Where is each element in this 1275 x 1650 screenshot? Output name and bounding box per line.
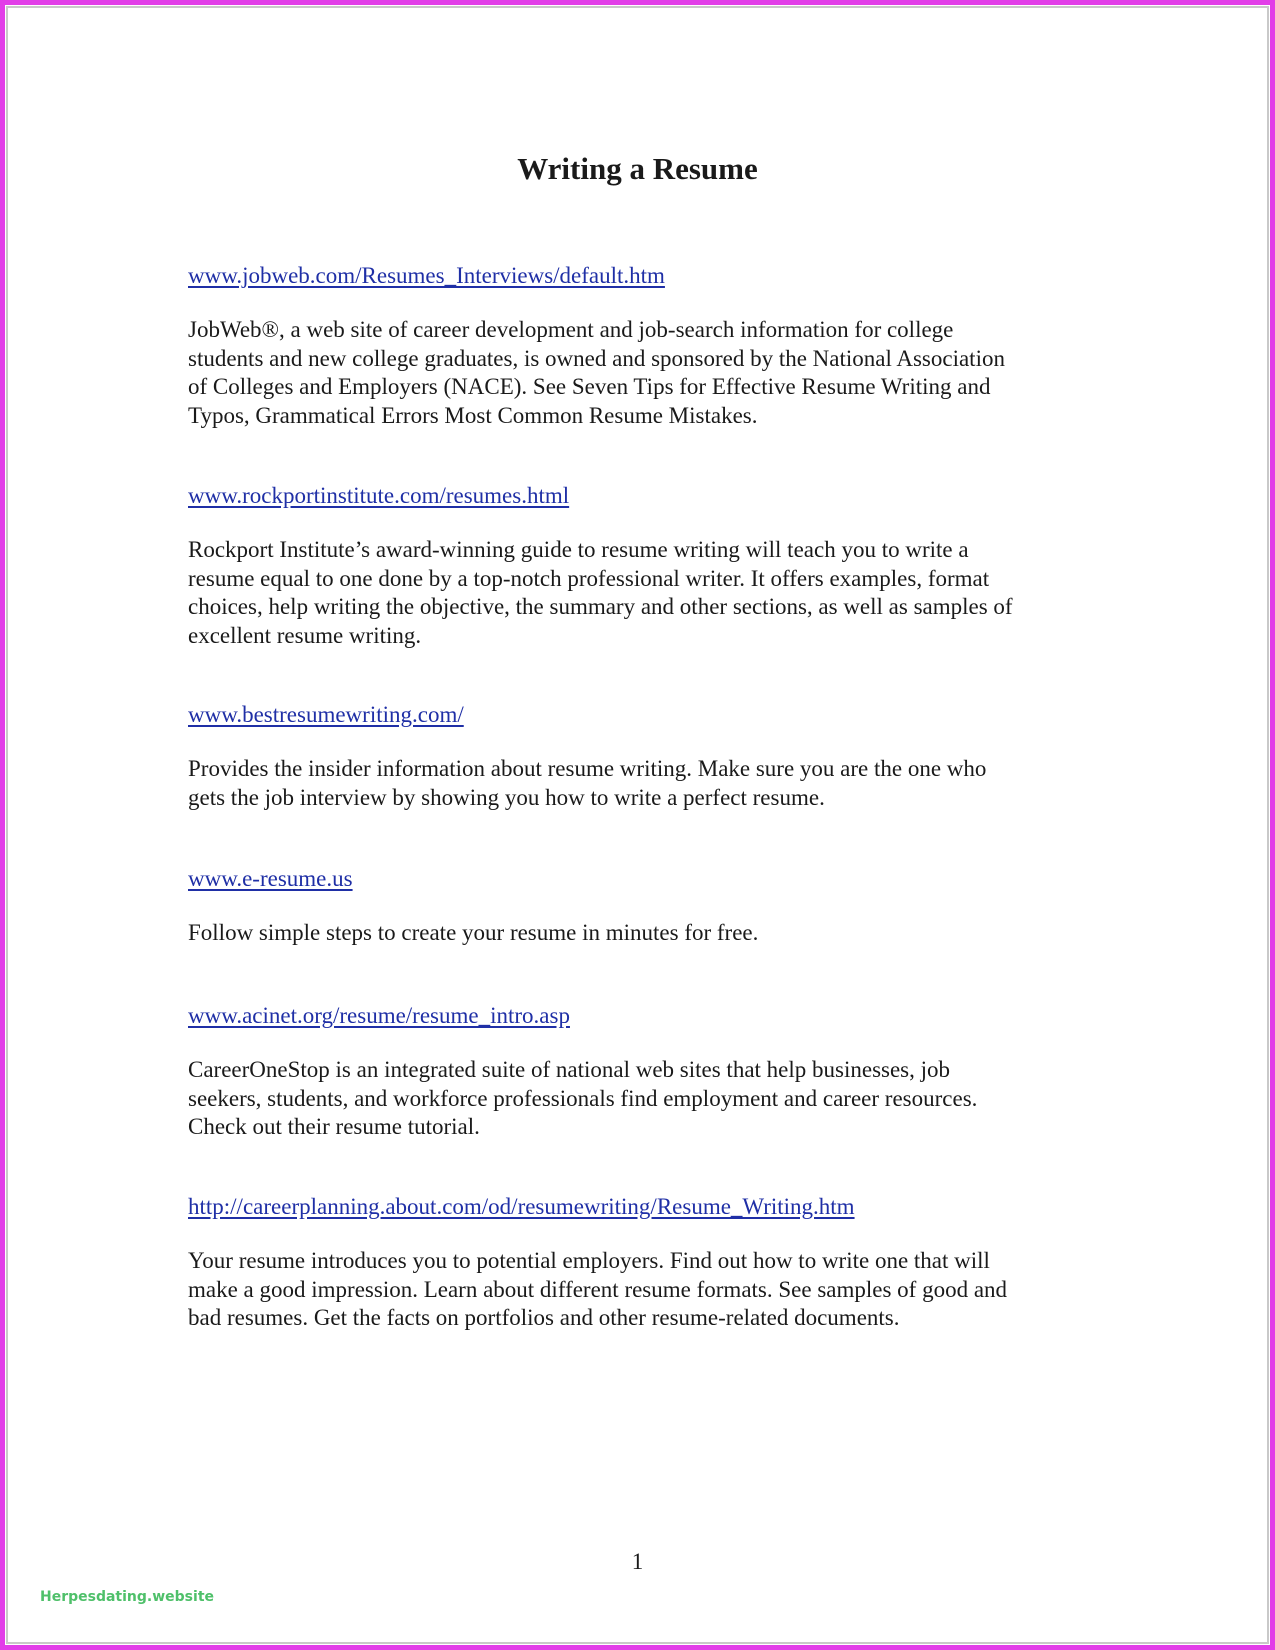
resource-description: CareerOneStop is an integrated suite of national web sites that help businesses, job seekers, students, and workforce professionals find employment and career resources. Check out their resume tutorial. xyxy=(188,1057,978,1139)
resource-link[interactable]: www.jobweb.com/Resumes_Interviews/default.htm xyxy=(188,263,665,288)
resource-entry-careerplanning xyxy=(188,1193,1108,1333)
resource-link[interactable]: www.e-resume.us xyxy=(188,866,353,891)
resource-link[interactable]: http://careerplanning.about.com/od/resumewriting/Resume_Writing.htm xyxy=(188,1194,855,1219)
resource-link[interactable]: www.acinet.org/resume/resume_intro.asp xyxy=(188,1003,570,1028)
resource-entry-rockport xyxy=(188,482,1108,650)
resource-description: Rockport Institute’s award-winning guide to resume writing will teach you to write a resume equal to one done by a top-notch professional writer. It offers examples, format choices, help writing the objective, the summary and other sections, as well as samples of excellent resume writing. xyxy=(188,537,1013,648)
resource-entry-acinet xyxy=(188,1002,1108,1142)
page-title: Writing a Resume xyxy=(517,151,758,186)
resource-description: Follow simple steps to create your resume in minutes for free. xyxy=(188,920,759,945)
watermark-text: Herpesdating.website xyxy=(40,1589,215,1605)
resource-description: JobWeb®, a web site of career development and job-search information for college students and new college graduates, is owned and sponsored by the National Association of Colleges and Employers (NACE). See Seven Tips for Effective Resume Writing and Typos, Grammatical Errors Most Common Resume Mistakes. xyxy=(188,317,1005,428)
resource-entry-bestresumewriting xyxy=(188,701,1108,812)
resource-description: Provides the insider information about resume writing. Make sure you are the one who gets the job interview by showing you how to write a perfect resume. xyxy=(188,756,987,810)
resource-description: Your resume introduces you to potential employers. Find out how to write one that will make a good impression. Learn about different resume formats. See samples of good and bad resumes. Get the facts on portfolios and other resume-related documents. xyxy=(188,1248,1008,1330)
resource-entry-eresume xyxy=(188,865,1108,948)
resource-entry-jobweb xyxy=(188,262,1108,430)
resource-link[interactable]: www.rockportinstitute.com/resumes.html xyxy=(188,483,570,508)
page-number: 1 xyxy=(631,1549,644,1574)
resource-link[interactable]: www.bestresumewriting.com/ xyxy=(188,702,464,727)
